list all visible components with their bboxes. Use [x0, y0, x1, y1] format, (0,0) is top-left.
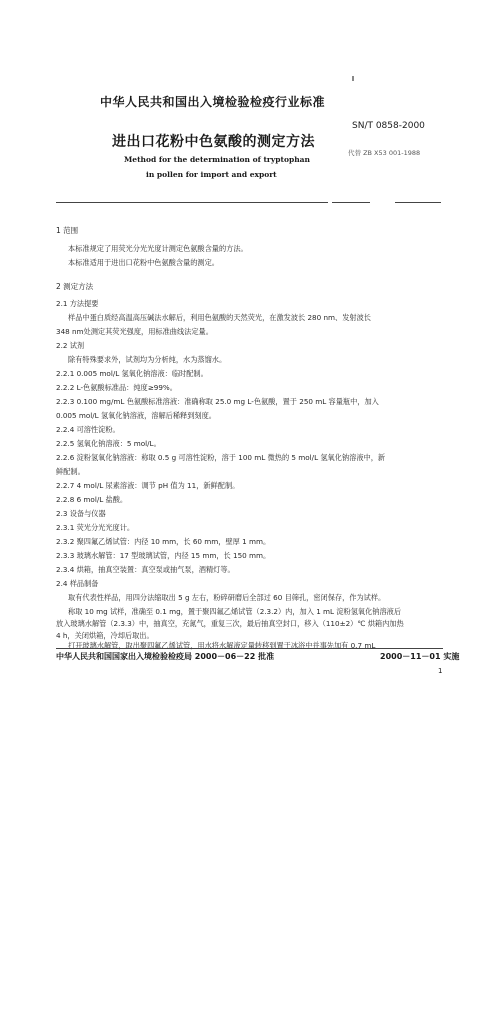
scan-mark: [352, 76, 354, 81]
clause: 2.2.5 氢氧化钠溶液：5 mol/L。: [56, 439, 161, 448]
replaces-note: 代替 ZB X53 001-1988: [348, 149, 421, 157]
paragraph: 4 h，关闭烘箱，冷却后取出。: [56, 631, 154, 640]
clause: 2.2.6 淀粉氢氧化钠溶液：称取 0.5 g 可溶性淀粉，溶于 100 mL 微热的 5 mol/L 氢氧化钠溶液中，新: [56, 453, 386, 462]
section-heading: 2 测定方法: [56, 282, 94, 291]
title-en-line2: in pollen for import and export: [146, 170, 277, 179]
divider-mid: [332, 202, 370, 203]
subsection-heading: 2.4 样品制备: [56, 579, 99, 588]
paragraph: 放入玻璃水解管（2.3.3）中，抽真空，充氮气，重复三次，最后抽真空封口，移入（110±2）℃ 烘箱内加热: [56, 619, 404, 628]
clause: 2.3.1 荧光分光光度计。: [56, 523, 135, 532]
paragraph: 除有特殊要求外，试剂均为分析纯，水为蒸馏水。: [68, 355, 227, 364]
title-zh: 进出口花粉中色氨酸的测定方法: [112, 134, 315, 150]
clause: 2.3.4 烘箱，抽真空装置：真空泵或抽气泵，酒精灯等。: [56, 565, 235, 574]
clause: 2.2.4 可溶性淀粉。: [56, 425, 120, 434]
paragraph: 打开玻璃水解管，取出聚四氟乙烯试管，用水将水解液定量转移到置于冰浴中并事先加有 0.7 mL: [68, 641, 376, 650]
title-en-line1: Method for the determination of tryptophan: [124, 155, 310, 164]
subsection-heading: 2.1 方法提要: [56, 299, 99, 308]
paragraph: 348 nm处测定其荧光强度，用标准曲线法定量。: [56, 327, 213, 336]
clause: 2.3.3 玻璃水解管：17 型玻璃试管，内径 15 mm，长 150 mm。: [56, 551, 271, 560]
standard-number: SN/T 0858-2000: [352, 121, 425, 131]
divider-right: [395, 202, 441, 203]
clause: 2.2.7 4 mol/L 尿素溶液：调节 pH 值为 11，新鲜配制。: [56, 481, 240, 490]
divider-left: [56, 202, 328, 203]
page-number: 1: [438, 667, 443, 675]
approval-date: 中华人民共和国国家出入境检验检疫局 2000－06－22 批准: [56, 652, 275, 661]
footer-divider: [56, 648, 443, 649]
paragraph: 样品中蛋白质经高温高压碱法水解后，利用色氨酸的天然荧光，在激发波长 280 nm、发射波长: [68, 313, 371, 322]
paragraph: 本标准规定了用荧光分光光度计测定色氨酸含量的方法。: [68, 244, 248, 253]
paragraph: 本标准适用于进出口花粉中色氨酸含量的测定。: [68, 258, 219, 267]
clause: 2.3.2 聚四氟乙烯试管：内径 10 mm，长 60 mm，壁厚 1 mm。: [56, 537, 271, 546]
paragraph: 称取 10 mg 试样，准确至 0.1 mg，置于聚四氟乙烯试管（2.3.2）内，加入 1 mL 淀粉氢氧化钠溶液后: [68, 607, 402, 616]
clause: 2.2.2 L-色氨酸标准品：纯度≥99%。: [56, 383, 177, 392]
clause: 2.2.8 6 mol/L 盐酸。: [56, 495, 128, 504]
clause: 鲜配制。: [56, 467, 85, 476]
clause: 2.2.3 0.100 mg/mL 色氨酸标准溶液：准确称取 25.0 mg L-色氨酸，置于 250 mL 容量瓶中，加入: [56, 397, 379, 406]
subsection-heading: 2.3 设备与仪器: [56, 509, 106, 518]
issuing-org: 中华人民共和国出入境检验检疫行业标准: [100, 95, 326, 109]
clause: 2.2.1 0.005 mol/L 氢氧化钠溶液：临时配制。: [56, 369, 208, 378]
clause: 0.005 mol/L 氢氧化钠溶液，溶解后稀释到刻度。: [56, 411, 216, 420]
paragraph: 取有代表性样品，用四分法缩取出 5 g 左右，粉碎研磨后全部过 60 目筛孔，密闭保存，作为试样。: [68, 593, 386, 602]
subsection-heading: 2.2 试剂: [56, 341, 85, 350]
effective-date: 2000－11－01 实施: [380, 652, 460, 661]
section-heading: 1 范围: [56, 226, 79, 235]
